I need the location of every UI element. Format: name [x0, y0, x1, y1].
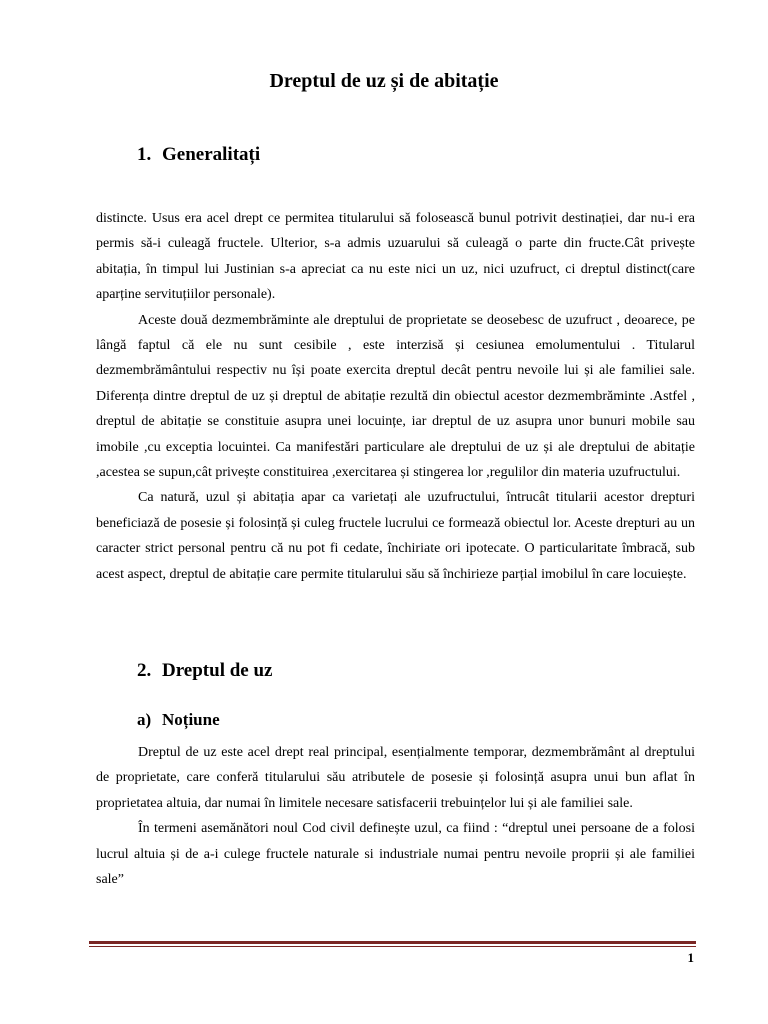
- paragraph: Dreptul de uz este acel drept real principal, esențialmente temporar, dezmembrământ al dreptului de proprietate, care conferă titularului său atributele de posesie și folosință asupra unui bun aflat în proprietatea altuia, dar numai în limitele necesare satisfacerii trebuințelor lui și ale familiei sale.: [96, 745, 695, 811]
- paragraph: distincte. Usus era acel drept ce permitea titularului să folosească bunul potrivit destinației, dar nu-i era permis să-i culeagă fructele. Ulterior, s-a admis uzuarului să culeagă o parte din fructe.Cât privește abitația, în timpul lui Justinian s-a apreciat ca nu este nici un uz, nici uzufruct, ci dreptul distinct(care aparține servituțiilor personale).: [96, 211, 695, 303]
- section-number: 1.: [137, 144, 152, 165]
- subsection-title: Noțiune: [162, 710, 220, 729]
- subsection-number: a): [137, 710, 152, 729]
- footer-rule: [89, 941, 696, 944]
- section2-body: [96, 740, 695, 892]
- section-number: 2.: [137, 660, 152, 681]
- footer-rule-thin: [89, 946, 696, 947]
- subsection-heading-notiune: [137, 710, 220, 730]
- section-heading-generalitati: [137, 144, 260, 166]
- section-heading-dreptul-de-uz: [137, 660, 272, 682]
- document-title: Dreptul de uz și de abitație: [269, 70, 499, 92]
- section-title: Generalitați: [162, 144, 261, 165]
- paragraph: Ca natură, uzul și abitația apar ca varietați ale uzufructului, întrucât titularii acestor drepturi beneficiază de posesie și folosință și culeg fructele lucrului ce formează obiectul lor. Aceste drepturi au un caracter strict personal pentru că nu pot fi cedate, închiriate ori ipotecate. O particularitate îmbracă, sub acest aspect, dreptul de abitație care permite titularului său să închirieze parțial imobilul în care locuiește.: [96, 490, 695, 582]
- section1-body: [96, 206, 695, 587]
- paragraph: În termeni asemănători noul Cod civil definește uzul, ca fiind : “dreptul unei persoane de a folosi lucrul altuia și de a-i culege fructele naturale si industriale numai pentru nevoile proprii și ale familiei sale”: [96, 821, 695, 888]
- page-number: 1: [687, 950, 694, 965]
- section-title: Dreptul de uz: [162, 660, 273, 681]
- paragraph: Aceste două dezmembrăminte ale dreptului de proprietate se deosebesc de uzufruct , deoarece, pe lângă faptul că ele nu sunt cesibile , este interzisă și cesiunea emolumentului . Titularul dezmembrământului respectiv nu își poate exercita dreptul decât pentru nevoile lui și ale familiei sale. Diferența dintre dreptul de uz și dreptul de abitație rezultă din obiectul acestor dezmembrăminte .Astfel , dreptul de abitație se constituie asupra unei locuințe, iar dreptul de uz asupra unor bunuri mobile sau imobile ,cu exceptia locuintei. Ca manifestări particulare ale dreptului de uz și ale dreptului de abitație ,acestea se supun,cât privește constituirea ,exercitarea și stingerea lor ,regulilor din materia uzufructului.: [96, 312, 695, 481]
